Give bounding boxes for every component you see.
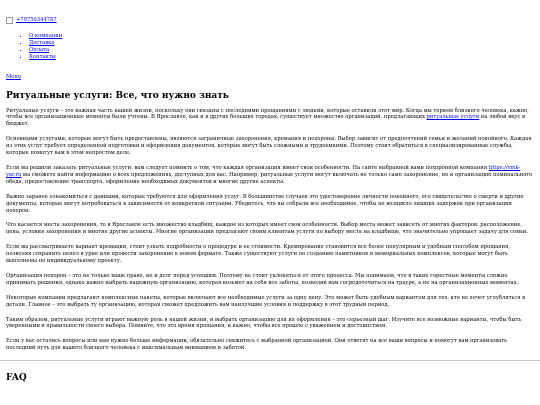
paragraph-5: Что касается места захоронения, то в Ярославле есть множество кладбищ, каждое из которых имеет свои особенности. Выбор места может зависеть от многих факторов: расположение, цена, условия захоронения и многие другие аспекты. Многие организации предлагают своим клиентам услуги по выбору места на кладбище, что значительно упрощает задачу для семьи.: [6, 222, 529, 236]
faq-heading: FAQ: [6, 373, 27, 384]
ritual-services-link[interactable]: ритуальные услуги: [426, 114, 480, 121]
nav-item-payment: [29, 47, 540, 54]
paragraph-10: Если у вас остались вопросы или вам нужно больше информации, обязательно свяжитесь с выбранной организацией. Они ответят на все ваши вопросы и помогут вам организовать последний путь для вашего близкого человека с максимальным вниманием и заботой.: [6, 338, 507, 352]
article: [0, 91, 540, 353]
nav-link-delivery[interactable]: Доставка: [29, 39, 55, 46]
phone-link[interactable]: +79750344787: [16, 17, 57, 24]
paragraph-6: Если вы рассматриваете вариант кремации, стоит узнать подробности о процедуре и ее стоимости. Кремирование становится все более популярным и удобным способом прощания, позволяя сохранить пепел в урне или провести захоронение в новом формате. Также существуют услуги по созданию памятников и мемориальных комплексов, которые могут быть выполнены по индивидуальному проекту.: [6, 244, 510, 265]
paragraph-1: [6, 108, 534, 129]
phone-row: [6, 17, 540, 24]
vmk-yar-link[interactable]: https://vmk-yar.ru: [6, 164, 521, 178]
paragraph-4: Важно заранее ознакомиться с данными, которые требуются для оформления услуг. В большинстве случаев это удостоверение личности покойного, его свидетельство о смерти и другие документы, которые могут потребоваться в зависимости от конкретной ситуации. Убедитесь, что вы собрали все необходимое, чтобы не возникло лишних задержек при организации похорон.: [6, 193, 524, 214]
paragraph-8: Некоторые компании предлагают комплексные пакеты, которые включают все необходимые услуги за одну цену. Это может быть удобным вариантом для тех, кто не хочет углубляться в детали. Главное – это выбрать ту организацию, которая сможет предложить вам наилучшие условия и поддержку в этот трудный период.: [6, 294, 526, 308]
divider: [0, 360, 540, 361]
paragraph-3: [6, 165, 534, 186]
nav-link-payment[interactable]: Оплата: [29, 46, 50, 53]
menu-link[interactable]: Menu: [6, 73, 22, 80]
nav-link-contacts[interactable]: Контакты: [29, 53, 56, 60]
paragraph-1-text: Ритуальные услуги – это важная часть нашей жизни, поскольку они связаны с последними прощаниями с людьми, которые оставили этот мир. Когда мы теряем близкого человека, важно, чтобы все организационные моменты были учтены. В Ярославле, как и в других больших городах, существует множество организаций, предлагающих: [6, 107, 529, 121]
paragraph-7: Организация похорон – это не только ваше право, но и долг перед усопшим. Поэтому не стоит уклоняться от этого процесса. Мы понимаем, что в такие горестные моменты сложно принимать решения, однако важно выбрать надежную организацию, которая возьмет на себя все заботы, позволив вам сосредоточиться на трауре, а не на организационных моментах.: [6, 272, 519, 286]
nav-item-delivery: [29, 40, 540, 47]
phone-icon: [6, 17, 13, 24]
page-title: Ритуальные услуги: Все, что нужно знать: [6, 90, 229, 101]
paragraph-9: Таким образом, ритуальные услуги играют важную роль в нашей жизни, и выбрать организацию для их оформления – это серьезный шаг. Изучите все возможные варианты, чтобы быть уверенными в правильности своего выбора. Помните, что это время прощания, и важно, чтобы все прошло с уважением и достоинством.: [6, 316, 522, 330]
paragraph-3-tail: вы сможете найти информацию о всех предложениях, доступных для вас. Например, ритуальные услуги могут включать не только само захоронение, но и организацию поминального обеда, предоставление транспорта, оформление необходимых документов и многие другие аспекты.: [6, 171, 533, 185]
paragraph-2: Основными услугами, которые могут быть предоставлены, являются заграничные захоронения, кремация и похороны. Выбор зависит от предпочтений семьи и желаний покойного. Каждая из этих услуг требует определенной подготовки и оформления документов, которые могут быть сложными и трудоемкими. Поэтому стоит обратиться в специализированные службы, которые помогут вам в этом непростом деле.: [6, 136, 532, 157]
nav-item-about: [29, 33, 540, 40]
nav-link-about[interactable]: О компании: [29, 33, 63, 39]
main-nav: [6, 33, 540, 61]
paragraph-3-text: Если вы решили заказать ритуальные услуги, вам следует помнить о том, что каждая организация имеет свои особенности. На сайте выбранной вами похоронной компании: [6, 164, 488, 171]
header: [0, 0, 540, 61]
paragraph-1-tail: на любой вкус и бюджет.: [6, 114, 526, 128]
nav-item-contacts: [29, 54, 540, 61]
